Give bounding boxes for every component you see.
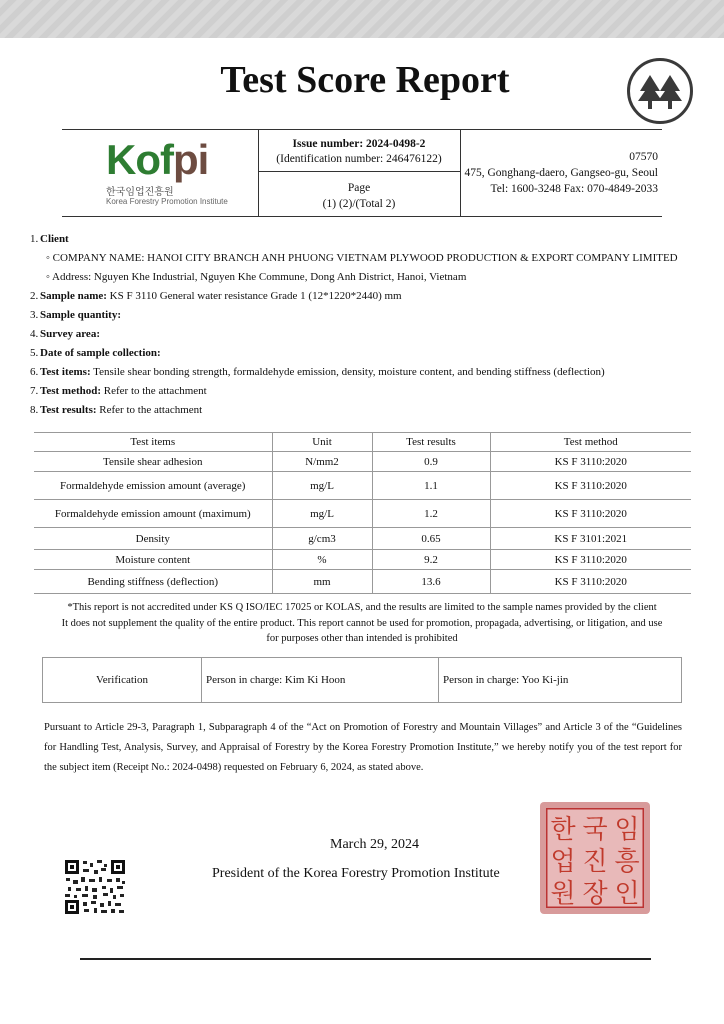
table-row: Formaldehyde emission amount (average) mg/L 1.1 KS F 3110:2020	[34, 472, 691, 500]
issue-date: March 29, 2024	[330, 837, 420, 852]
official-seal-stamp	[540, 802, 650, 914]
top-decorative-band	[0, 0, 724, 38]
kofpi-logo: Kofpi	[106, 136, 209, 183]
col-header-test-results: Test results	[372, 433, 490, 452]
item-sample-name: 2. Sample name: KS F 3110 General water resistance Grade 1 (12*1220*2440) mm	[30, 290, 402, 302]
item-test-method: 7. Test method: Refer to the attachment	[30, 385, 207, 397]
svg-text:진: 진	[582, 847, 608, 877]
item-collection-date: 5. Date of sample collection:	[30, 347, 161, 359]
page-value: (1) (2)/(Total 2)	[322, 198, 396, 210]
item-sample-quantity: 3. Sample quantity:	[30, 309, 121, 321]
item-survey-area: 4. Survey area:	[30, 328, 100, 340]
logo-cell	[62, 130, 259, 216]
svg-text:흥: 흥	[614, 847, 640, 877]
client-address: ◦ Address: Nguyen Khe Industrial, Nguyen Khe Commune, Dong Anh District, Hanoi, Vietnam	[46, 271, 467, 283]
table-row: Moisture content % 9.2 KS F 3110:2020	[34, 550, 691, 570]
verification-table	[42, 657, 682, 703]
svg-text:업: 업	[550, 847, 576, 877]
president-signature: President of the Korea Forestry Promotion Institute	[212, 866, 500, 881]
table-row: Formaldehyde emission amount (maximum) mg/L 1.2 KS F 3110:2020	[34, 500, 691, 528]
address-cell	[461, 130, 662, 216]
logo-korean-name: 한국임업진흥원	[106, 187, 174, 198]
col-header-test-method: Test method	[490, 433, 691, 452]
report-header-box	[62, 129, 662, 217]
logo-english-name: Korea Forestry Promotion Institute	[106, 197, 228, 206]
disclaimer-note: *This report is not accredited under KS Q ISO/IEC 17025 or KOLAS, and the results are limited to the sample names provided by the client It does not supplement the quality of the entire product. This report cannot be used for promotion, propagada, advertising, or litigation, and use for purposes other than intended is prohibited	[61, 602, 663, 644]
verifier-person-1: Person in charge: Kim Ki Hoon	[202, 658, 439, 703]
table-row: Density g/cm3 0.65 KS F 3101:2021	[34, 528, 691, 550]
verification-label: Verification	[43, 658, 202, 703]
table-row: Bending stiffness (deflection) mm 13.6 KS F 3110:2020	[34, 570, 691, 594]
item-client: 1. Client	[30, 233, 69, 245]
page-title: Test Score Report	[220, 59, 510, 101]
table-row: Tensile shear adhesion N/mm2 0.9 KS F 3110:2020	[34, 452, 691, 472]
issue-cell	[258, 130, 461, 216]
qr-code-icon	[63, 858, 127, 916]
item-test-items: 6. Test items: Tensile shear bonding strength, formaldehyde emission, density, moisture content, and bending stiffness (deflection)	[30, 366, 605, 378]
issue-number: Issue number: 2024-0498-2	[292, 138, 426, 150]
item-test-results: 8. Test results: Refer to the attachment	[30, 404, 203, 416]
svg-text:국: 국	[582, 815, 608, 845]
client-company: ◦ COMPANY NAME: HANOI CITY BRANCH ANH PHUONG VIETNAM PLYWOOD PRODUCTION & EXPORT COMPANY LIMITED	[46, 252, 678, 264]
legal-statement: Pursuant to Article 29-3, Paragraph 1, Subparagraph 4 of the “Act on Promotion of Forestry and Mountain Villages” and Article 3 of the “Guidelines for Handling Test, Analysis, Survey, and Appraisal of Forestry by the Korea Forestry Promotion Institute,” we hereby notify you of the test report for the subject item (Receipt No.: 2024-0498) requested on February 6, 2024, as stated above.	[44, 722, 682, 773]
svg-text:인: 인	[614, 879, 640, 908]
col-header-unit: Unit	[272, 433, 372, 452]
footer-rule	[80, 958, 651, 960]
results-table	[34, 432, 691, 594]
institute-address: 475, Gonghang-daero, Gangseo-gu, Seoul	[464, 167, 658, 179]
svg-text:원: 원	[550, 879, 576, 908]
verifier-person-2: Person in charge: Yoo Ki-jin	[439, 658, 682, 703]
svg-text:임: 임	[614, 815, 640, 845]
col-header-test-items: Test items	[34, 433, 272, 452]
postal-code: 07570	[629, 151, 658, 163]
page-label: Page	[347, 182, 371, 194]
forest-emblem-icon	[627, 58, 693, 124]
identification-number: (Identification number: 246476122)	[276, 153, 442, 165]
svg-text:한: 한	[550, 815, 576, 845]
report-items	[30, 230, 678, 420]
svg-text:장: 장	[582, 879, 608, 908]
institute-contact: Tel: 1600-3248 Fax: 070-4849-2033	[490, 183, 658, 195]
